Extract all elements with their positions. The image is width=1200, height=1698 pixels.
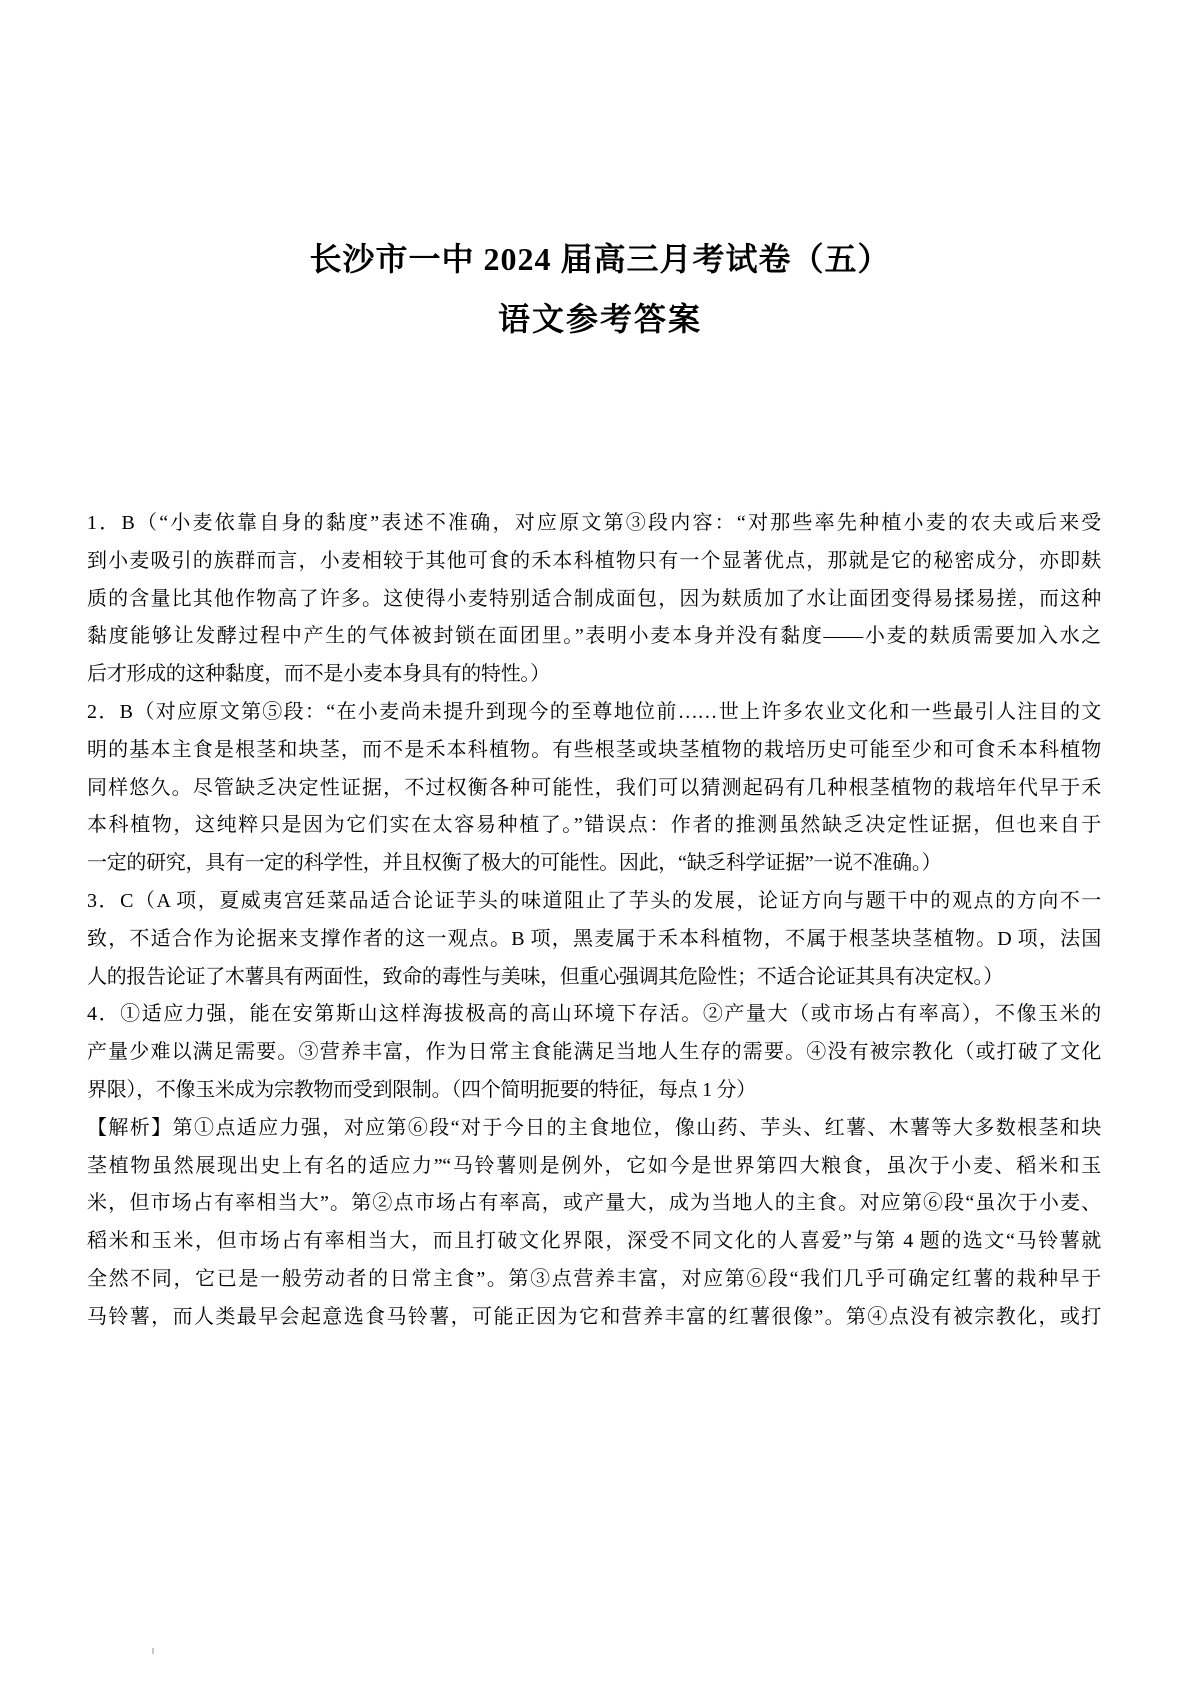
answer-item-3 — [87, 883, 1101, 996]
answer-item-2 — [87, 694, 1101, 883]
analysis-line: 稻米和玉米，但市场占有率相当大，而且打破文化界限，深受不同文化的人喜爱”与第 4 题的选文“马铃薯就 — [87, 1230, 1101, 1253]
answer-line: 到小麦吸引的族群而言，小麦相较于其他可食的禾本科植物只有一个显著优点，那就是它的秘密成分，亦即麸 — [87, 549, 1101, 572]
answer-line: 人的报告论证了木薯具有两面性，致命的毒性与美味，但重心强调其危险性；不适合论证其具有决定权。） — [87, 965, 1003, 988]
analysis-line: 茎植物虽然展现出史上有名的适应力”“马铃薯则是例外，它如今是世界第四大粮食，虽次于小麦、稻米和玉 — [87, 1154, 1101, 1177]
answer-line: 1．B（“小麦依靠自身的黏度”表述不准确，对应原文第③段内容：“对那些率先种植小麦的农夫或后来受 — [87, 512, 1101, 534]
answer-body — [87, 505, 1101, 1337]
answer-line: 后才形成的这种黏度，而不是小麦本身具有的特性。） — [87, 663, 550, 686]
answer-line: 3．C（A 项，夏威夷宫廷菜品适合论证芋头的味道阻止了芋头的发展，论证方向与题干中的观点的方向不一 — [87, 889, 1101, 912]
scan-artifact-speck — [152, 1648, 154, 1654]
answer-line: 一定的研究，具有一定的科学性，并且权衡了极大的可能性。因此，“缺乏科学证据”一说不准确。） — [87, 852, 942, 875]
page-subtitle: 语文参考答案 — [497, 301, 702, 337]
answer-item-1 — [87, 505, 1101, 694]
answer-item-4 — [87, 996, 1101, 1109]
answer-line: 同样悠久。尽管缺乏决定性证据，不过权衡各种可能性，我们可以猜测起码有几种根茎植物的栽培年代早于禾 — [87, 776, 1101, 799]
answer-line: 2．B（对应原文第⑤段：“在小麦尚未提升到现今的至尊地位前……世上许多农业文化和一些最引人注目的文 — [87, 700, 1101, 723]
answer-line: 界限），不像玉米成为宗教物而受到限制。（四个简明扼要的特征，每点 1 分） — [87, 1078, 756, 1101]
answer-line: 质的含量比其他作物高了许多。这使得小麦特别适合制成面包，因为麸质加了水让面团变得易揉易搓，而这种 — [87, 587, 1101, 610]
answer-line: 致，不适合作为论据来支撑作者的这一观点。B 项，黑麦属于禾本科植物，不属于根茎块茎植物。D 项，法国 — [87, 927, 1101, 950]
answer-line: 黏度能够让发酵过程中产生的气体被封锁在面团里。”表明小麦本身并没有黏度——小麦的麸质需要加入水之 — [87, 625, 1101, 648]
analysis-line: 米，但市场占有率相当大”。第②点市场占有率高，或产量大，成为当地人的主食。对应第⑥段“虽次于小麦、 — [87, 1192, 1101, 1215]
answer-line: 产量少难以满足需要。③营养丰富，作为日常主食能满足当地人生存的需要。④没有被宗教化（或打破了文化 — [87, 1041, 1101, 1064]
analysis-line: 全然不同，它已是一般劳动者的日常主食”。第③点营养丰富，对应第⑥段“我们几乎可确定红薯的栽种早于 — [87, 1267, 1101, 1290]
answer-line: 4．①适应力强，能在安第斯山这样海拔极高的高山环境下存活。②产量大（或市场占有率高），不像玉米的 — [87, 1003, 1101, 1026]
answer-analysis — [87, 1110, 1101, 1337]
answer-line: 明的基本主食是根茎和块茎，而不是禾本科植物。有些根茎或块茎植物的栽培历史可能至少和可食禾本科植物 — [87, 738, 1101, 761]
answer-line: 本科植物，这纯粹只是因为它们实在太容易种植了。”错误点：作者的推测虽然缺乏决定性证据，但也来自于 — [87, 814, 1101, 837]
page-title: 长沙市一中 2024 届高三月考试卷（五） — [309, 241, 891, 277]
analysis-line: 马铃薯，而人类最早会起意选食马铃薯，可能正因为它和营养丰富的红薯很像”。第④点没有被宗教化，或打 — [87, 1305, 1101, 1328]
analysis-line: 【解析】第①点适应力强，对应第⑥段“对于今日的主食地位，像山药、芋头、红薯、木薯等大多数根茎和块 — [87, 1116, 1101, 1139]
